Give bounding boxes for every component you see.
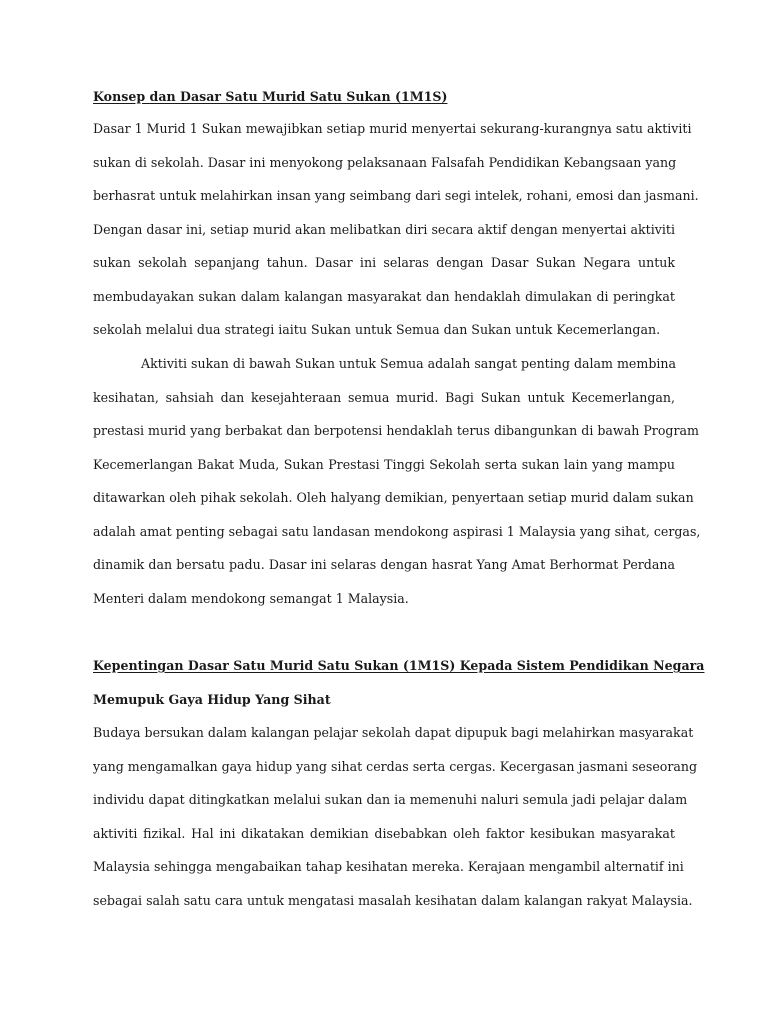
text-line: prestasi murid yang berbakat dan berpotensi hendaklah terus dibangunkan di bawah Program xyxy=(93,423,699,438)
text-line: sekolah melalui dua strategi iaitu Sukan untuk Semua dan Sukan untuk Kecemerlangan. xyxy=(93,322,661,337)
text-line: Menteri dalam mendokong semangat 1 Malaysia. xyxy=(93,590,409,606)
text-line: Dengan dasar ini, setiap murid akan melibatkan diri secara aktif dengan menyertai aktiviti xyxy=(93,221,675,237)
text-line: sukan sekolah sepanjang tahun. Dasar ini selaras dengan Dasar Sukan Negara untuk xyxy=(93,255,675,270)
text-line: sebagai salah satu cara untuk mengatasi masalah kesihatan dalam kalangan rakyat Malaysia. xyxy=(93,892,693,908)
text-line: sukan di sekolah. Dasar ini menyokong pelaksanaan Falsafah Pendidikan Kebangsaan yang xyxy=(93,154,677,170)
section-2-subtitle: Memupuk Gaya Hidup Yang Sihat xyxy=(93,692,331,707)
text-line: Budaya bersukan dalam kalangan pelajar sekolah dapat dipupuk bagi melahirkan masyarakat xyxy=(93,725,694,740)
text-line: kesihatan, sahsiah dan kesejahteraan semua murid. Bagi Sukan untuk Kecemerlangan, xyxy=(93,389,675,405)
text-line: yang mengamalkan gaya hidup yang sihat cerdas serta cergas. Kecergasan jasmani seseorang xyxy=(93,758,698,774)
text-line: individu dapat ditingkatkan melalui sukan dan ia memenuhi naluri semula jadi pelajar dalam xyxy=(93,792,688,807)
text-line: dinamik dan bersatu padu. Dasar ini selaras dengan hasrat Yang Amat Berhormat Perdana xyxy=(93,557,675,572)
text-line: Malaysia sehingga mengabaikan tahap kesihatan mereka. Kerajaan mengambil alternatif ini xyxy=(93,859,684,874)
text-line: berhasrat untuk melahirkan insan yang seimbang dari segi intelek, rohani, emosi dan jasmani. xyxy=(93,188,699,203)
section-1-title: Konsep dan Dasar Satu Murid Satu Sukan (1M1S) xyxy=(93,89,448,104)
text-line: Aktiviti sukan di bawah Sukan untuk Semua adalah sangat penting dalam membina xyxy=(141,356,677,371)
text-line: Kecemerlangan Bakat Muda, Sukan Prestasi Tinggi Sekolah serta sukan lain yang mampu xyxy=(93,456,675,472)
text-line: adalah amat penting sebagai satu landasan mendokong aspirasi 1 Malaysia yang sihat, cergas, xyxy=(93,523,701,539)
text-line: Dasar 1 Murid 1 Sukan mewajibkan setiap murid menyertai sekurang-kurangnya satu aktiviti xyxy=(93,121,692,136)
section-2-title: Kepentingan Dasar Satu Murid Satu Sukan (1M1S) Kepada Sistem Pendidikan Negara xyxy=(93,658,705,673)
text-line: aktiviti fizikal. Hal ini dikatakan demikian disebabkan oleh faktor kesibukan masyarakat xyxy=(93,825,675,841)
text-line: ditawarkan oleh pihak sekolah. Oleh halyang demikian, penyertaan setiap murid dalam sukan xyxy=(93,490,694,505)
text-line: membudayakan sukan dalam kalangan masyarakat dan hendaklah dimulakan di peringkat xyxy=(93,288,675,304)
